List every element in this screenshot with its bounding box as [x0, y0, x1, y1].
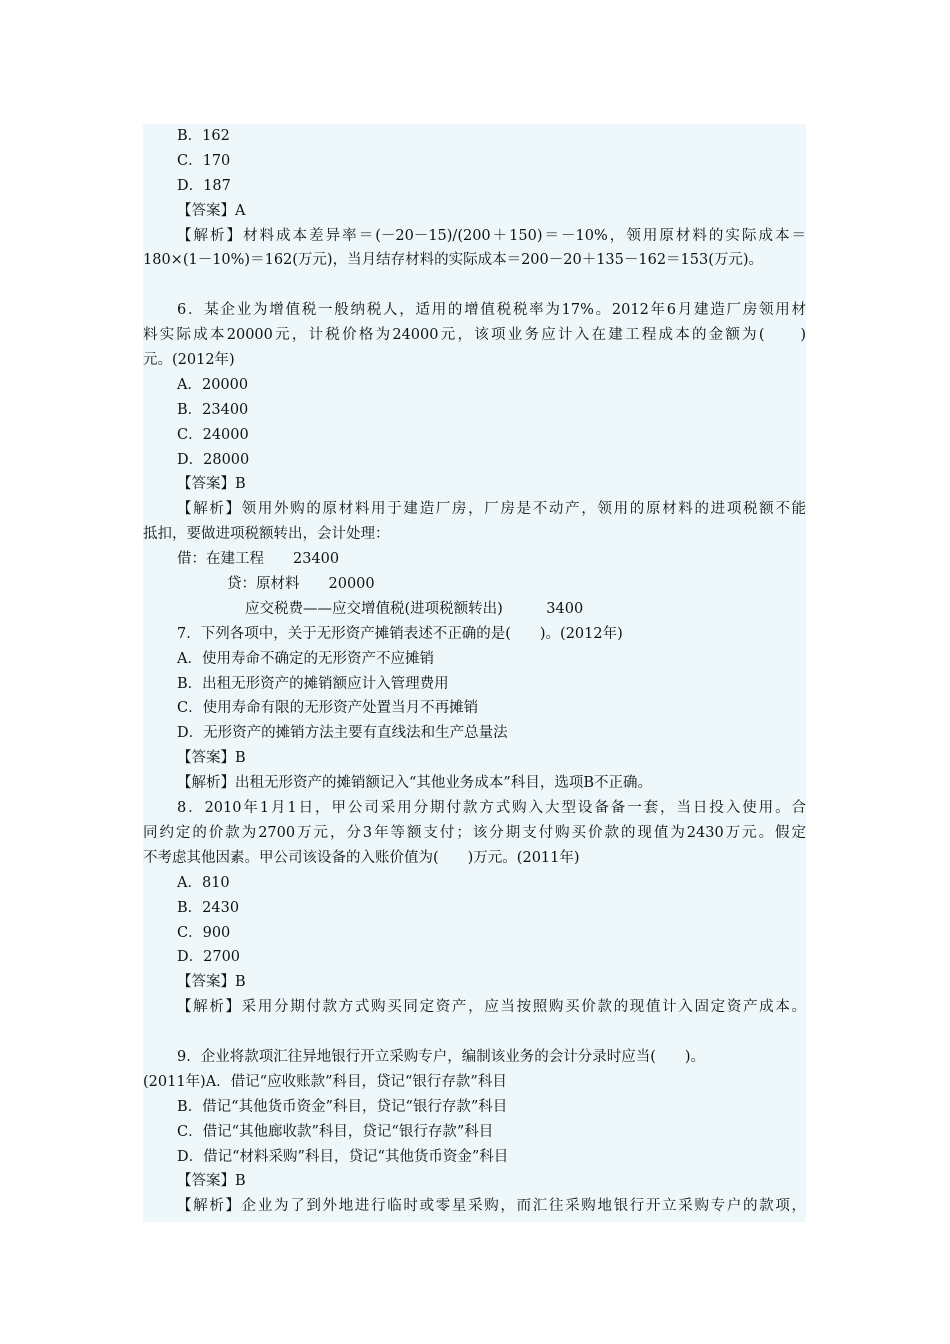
text-line: 【答案】B — [177, 476, 246, 493]
text-line: 180×(1－10%)＝162(万元)，当月结存材料的实际成本＝200－20＋135－162＝153(万元)。 — [143, 252, 764, 269]
text-line: (2011年)A．借记“应收账款”科目，贷记“银行存款”科目 — [143, 1073, 507, 1090]
text-line: 【解析】采用分期付款方式购买同定资产，应当按照购买价款的现值计入固定资产成本。 — [177, 999, 806, 1016]
text-line: 【答案】B — [177, 1173, 246, 1190]
text-line: 料实际成本20000元，计税价格为24000元，该项业务应计入在建工程成本的金额为( ) — [143, 327, 806, 344]
text-line: 【答案】B — [177, 974, 246, 991]
text-line: 不考虑其他因素。甲公司该设备的入账价值为( )万元。(2011年) — [143, 849, 580, 866]
text-line: D．2700 — [177, 949, 241, 966]
text-line: C．24000 — [177, 426, 249, 443]
text-line: C．170 — [177, 152, 231, 169]
text-line: A．810 — [177, 874, 230, 891]
text-line: 抵扣，要做进项税额转出，会计处理： — [143, 526, 390, 543]
text-line: B．借记“其他货币资金”科目，贷记“银行存款”科目 — [177, 1098, 508, 1115]
text-line: 借：在建工程 23400 — [177, 551, 340, 568]
text-line: B．23400 — [177, 401, 249, 418]
text-line: C．借记“其他廊收款”科目，贷记“银行存款”科目 — [177, 1123, 494, 1140]
text-line: D．无形资产的摊销方法主要有直线法和生产总量法 — [177, 725, 508, 742]
blank-line — [143, 273, 806, 298]
text-line: A．20000 — [177, 376, 249, 393]
text-line: 8．2010年1月1日，甲公司采用分期付款方式购入大型设备备一套，当日投入使用。合 — [177, 800, 806, 817]
text-line: 元。(2012年) — [143, 352, 235, 369]
text-line: 应交税费——应交增值税(进项税额转出) 3400 — [245, 600, 584, 617]
text-line: 9．企业将款项汇往异地银行开立采购专户，编制该业务的会计分录时应当( )。 — [177, 1048, 706, 1065]
text-line: C．900 — [177, 924, 231, 941]
text-line: B．162 — [177, 128, 230, 144]
text-line: 【解析】企业为了到外地进行临时或零星采购，而汇往采购地银行开立采购专户的款项， — [177, 1198, 806, 1215]
text-line: 【解析】材料成本差异率＝(－20－15)/(200＋150)＝－10%，领用原材料的实际成本＝ — [177, 227, 806, 244]
text-line: C．使用寿命有限的无形资产处置当月不再摊销 — [177, 700, 479, 717]
text-line: 6．某企业为增值税一般纳税人，适用的增值税税率为17%。2012年6月建造厂房领用材 — [177, 302, 806, 319]
text-line: D．借记“材料采购”科目，贷记“其他货币资金”科目 — [177, 1148, 509, 1165]
text-line: 7．下列各项中，关于无形资产摊销表述不正确的是( )。(2012年) — [177, 625, 623, 642]
text-line: 【答案】B — [177, 750, 246, 767]
document-body — [143, 124, 806, 1219]
text-line: B．出租无形资产的摊销额应计入管理费用 — [177, 675, 449, 692]
text-line: A．使用寿命不确定的无形资产不应摊销 — [177, 650, 434, 667]
text-line: B．2430 — [177, 899, 240, 916]
blank-line — [143, 1020, 806, 1045]
text-line: 【答案】A — [177, 202, 246, 219]
text-line: 【解析】领用外购的原材料用于建造厂房，厂房是不动产，领用的原材料的进项税额不能 — [177, 501, 806, 518]
text-line: 同约定的价款为2700万元，分3年等额支付；该分期支付购买价款的现值为2430万元。假定 — [143, 824, 806, 841]
text-line: D．28000 — [177, 451, 250, 468]
text-line: D．187 — [177, 177, 231, 194]
text-line: 【解析】出租无形资产的摊销额记入“其他业务成本”科目，选项B不正确。 — [177, 775, 652, 792]
text-line: 贷：原材料 20000 — [227, 576, 375, 593]
